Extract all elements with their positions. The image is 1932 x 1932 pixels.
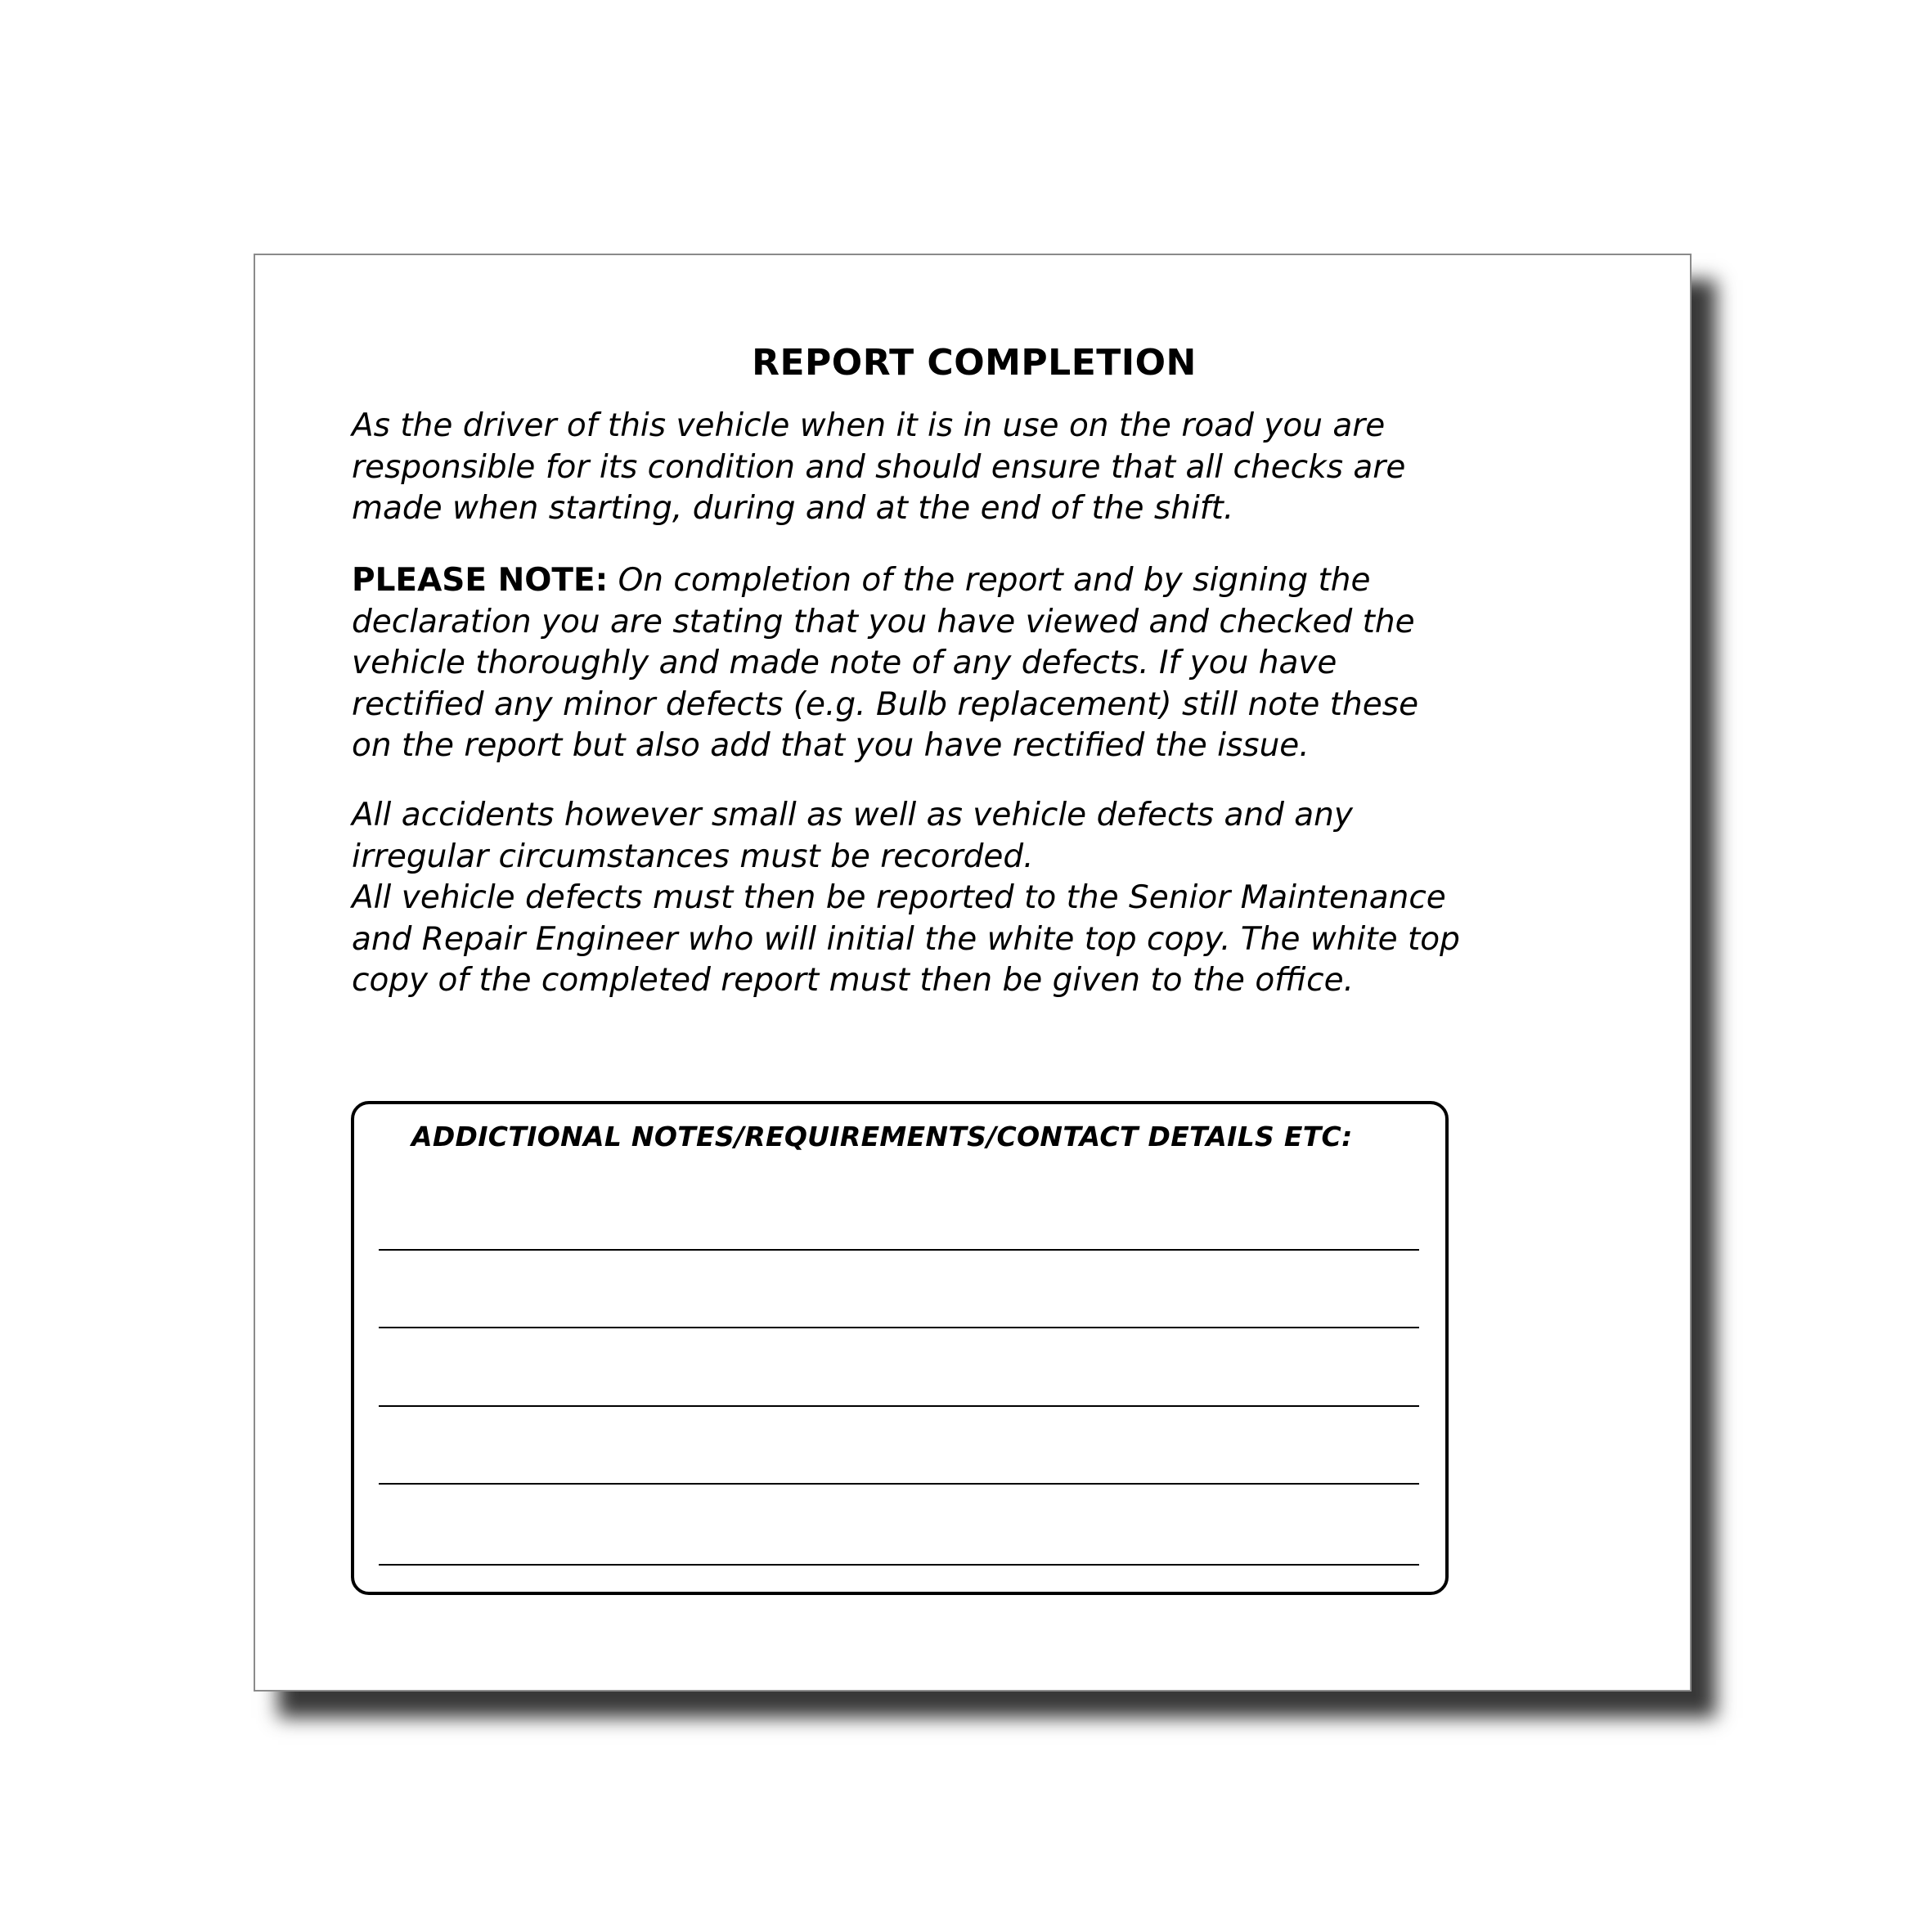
accidents-text-line-1: All accidents however small as well as vehicle defects and any irregular circumstances must be recorded. xyxy=(352,797,1353,875)
page-title: REPORT COMPLETION xyxy=(752,342,1197,384)
driver-responsibility-paragraph: As the driver of this vehicle when it is in use on the road you are responsible for its condition and should ensure that all checks are made when starting, during and at the end of the shift. xyxy=(352,407,1406,527)
report-sheet xyxy=(254,254,1692,1692)
notes-writing-line-2[interactable] xyxy=(379,1327,1419,1328)
accidents-paragraph xyxy=(352,795,1464,1002)
notes-writing-line-1[interactable] xyxy=(379,1249,1419,1251)
notes-writing-line-3[interactable] xyxy=(379,1405,1419,1407)
accidents-text-line-2: All vehicle defects must then be reported to the Senior Maintenance and Repair Engineer who will initial the white top copy. The white top copy of the completed report must then be given to the office. xyxy=(352,879,1460,999)
notes-writing-line-5[interactable] xyxy=(379,1564,1419,1566)
additional-notes-box xyxy=(351,1101,1449,1595)
please-note-text: On completion of the report and by signing the declaration you are stating that you have viewed and checked the vehicle thoroughly and made note of any defects. If you have rectified any minor defects (e.g. Bulb replacement) still note these on the report but also add that you have rectified the issue. xyxy=(352,562,1419,764)
please-note-label: PLEASE NOTE: xyxy=(352,562,609,599)
notes-writing-line-4[interactable] xyxy=(379,1483,1419,1485)
additional-notes-heading: ADDICTIONAL NOTES/REQUIREMENTS/CONTACT DETAILS ETC: xyxy=(411,1121,1353,1152)
please-note-paragraph xyxy=(352,560,1464,767)
